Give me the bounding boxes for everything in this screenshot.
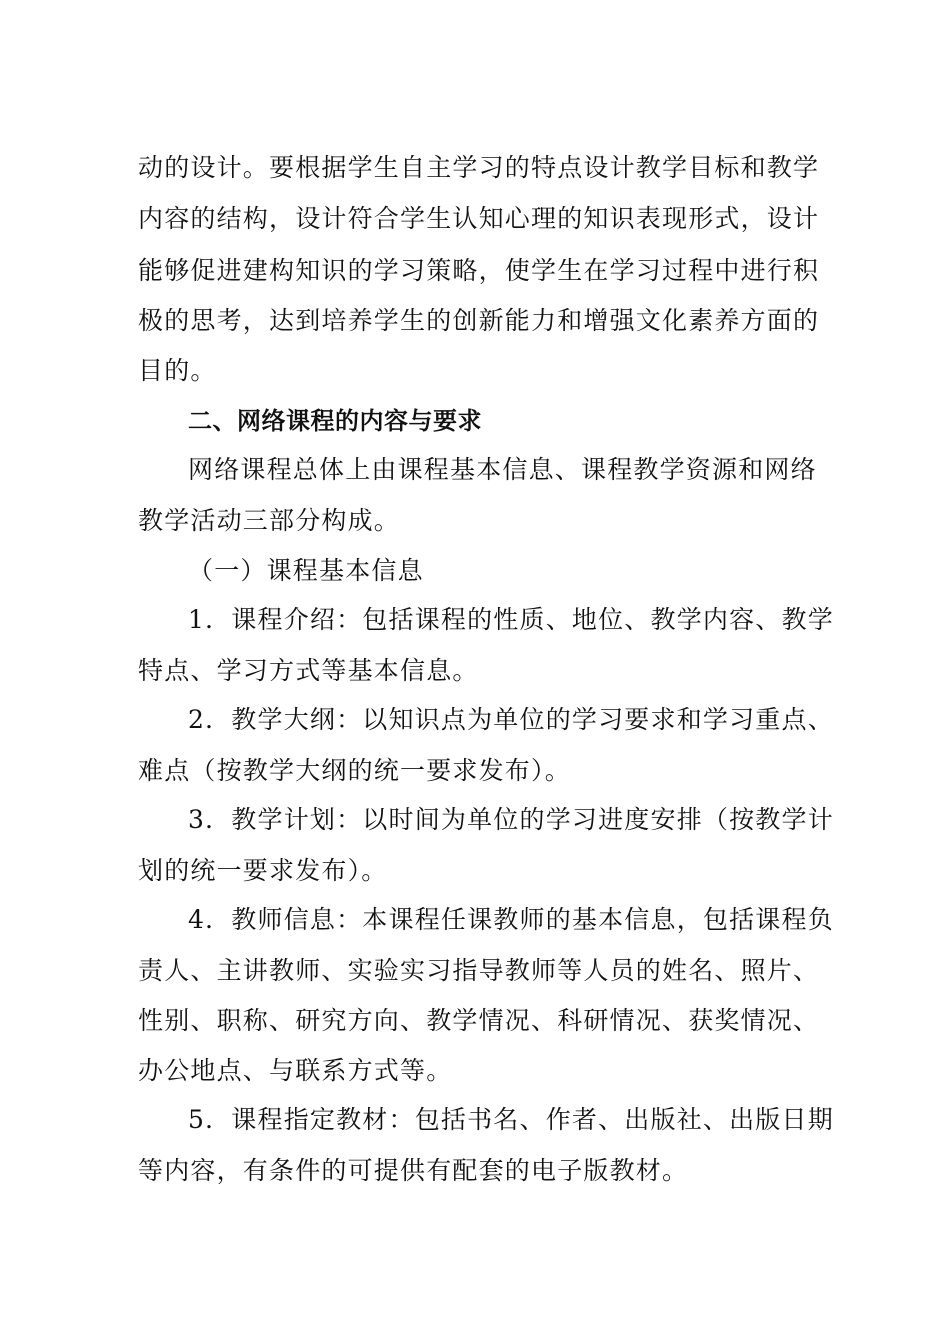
list-item-line: 特点、学习方式等基本信息。 xyxy=(138,656,479,685)
list-item-line: 办公地点、与联系方式等。 xyxy=(138,1056,453,1085)
list-item-line: 性别、职称、研究方向、教学情况、科研情况、获奖情况、 xyxy=(138,1006,820,1035)
paragraph-line: 网络课程总体上由课程基本信息、课程教学资源和网络 xyxy=(188,455,817,484)
paragraph-line: 目的。 xyxy=(138,356,217,385)
paragraph-line: 内容的结构，设计符合学生认知心理的知识表现形式，设计 xyxy=(138,204,820,233)
list-item-line: 划的统一要求发布）。 xyxy=(138,856,388,885)
paragraph-line: 动的设计。要根据学生自主学习的特点设计教学目标和教学 xyxy=(138,153,820,182)
subsection-heading: （一）课程基本信息 xyxy=(188,556,424,585)
list-item-line: 1．课程介绍：包括课程的性质、地位、教学内容、教学 xyxy=(188,605,834,634)
list-item-line: 4．教师信息：本课程任课教师的基本信息，包括课程负 xyxy=(188,905,834,934)
list-item-line: 难点（按教学大纲的统一要求发布）。 xyxy=(138,756,571,785)
list-item-line: 2．教学大纲：以知识点为单位的学习要求和学习重点、 xyxy=(188,705,834,734)
list-item-line: 5．课程指定教材：包括书名、作者、出版社、出版日期 xyxy=(188,1105,834,1134)
list-item-line: 责人、主讲教师、实验实习指导教师等人员的姓名、照片、 xyxy=(138,956,820,985)
section-heading: 二、网络课程的内容与要求 xyxy=(188,407,482,435)
paragraph-line: 教学活动三部分构成。 xyxy=(138,506,401,535)
paragraph-line: 能够促进建构知识的学习策略，使学生在学习过程中进行积 xyxy=(138,256,820,285)
list-item-line: 等内容，有条件的可提供有配套的电子版教材。 xyxy=(138,1156,689,1185)
paragraph-line: 极的思考，达到培养学生的创新能力和增强文化素养方面的 xyxy=(138,306,820,335)
list-item-line: 3．教学计划：以时间为单位的学习进度安排（按教学计 xyxy=(188,805,834,834)
